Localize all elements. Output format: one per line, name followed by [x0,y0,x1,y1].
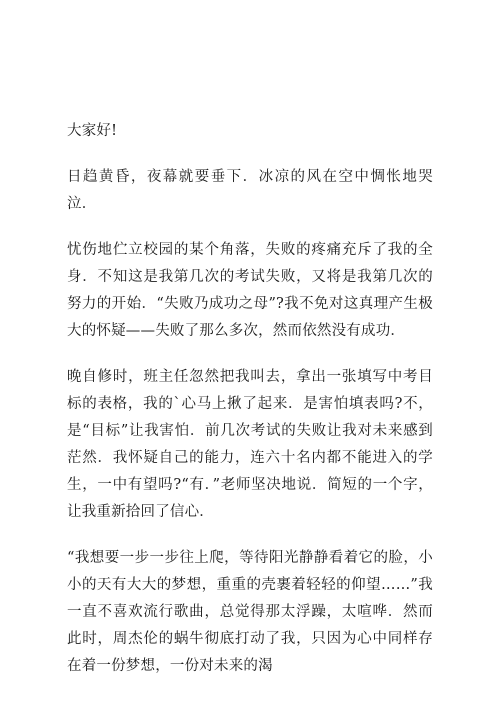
greeting-line: 大家好! [67,123,118,139]
paragraph-dusk: 日趋黄昏，夜幕就要垂下．冰凉的风在空中惆怅地哭泣． [67,169,433,212]
paragraph-failure: 忧伤地伫立校园的某个角落，失败的疼痛充斥了我的全身．不知这是我第几次的考试失败，又将是我第几次的努力的开始．“失败乃成功之母”?我不免对这真理产生极大的怀疑——失败了那么多次，然而依然没有成功． [67,242,433,339]
document-body [67,118,433,680]
paragraph-snail-song: “我想要一步一步往上爬，等待阳光静静看着它的脸，小小的天有大大的梦想，重重的壳裹着轻轻的仰望……”我一直不喜欢流行歌曲，总觉得那太浮躁，太喧哗．然而此时，周杰伦的蜗牛彻底打动了我，只因为心中同样存在着一份梦想，一份对未来的渴 [67,550,433,674]
paragraph-evening-study: 晚自修时，班主任忽然把我叫去，拿出一张填写中考目标的表格，我的`心马上揪了起来．是害怕填表吗?不，是“目标”让我害怕．前几次考试的失败让我对未来感到茫然．我怀疑自己的能力，连六十名内都不能进入的学生，一中有望吗?“有．”老师坚决地说．简短的一个字，让我重新拾回了信心． [67,369,433,520]
